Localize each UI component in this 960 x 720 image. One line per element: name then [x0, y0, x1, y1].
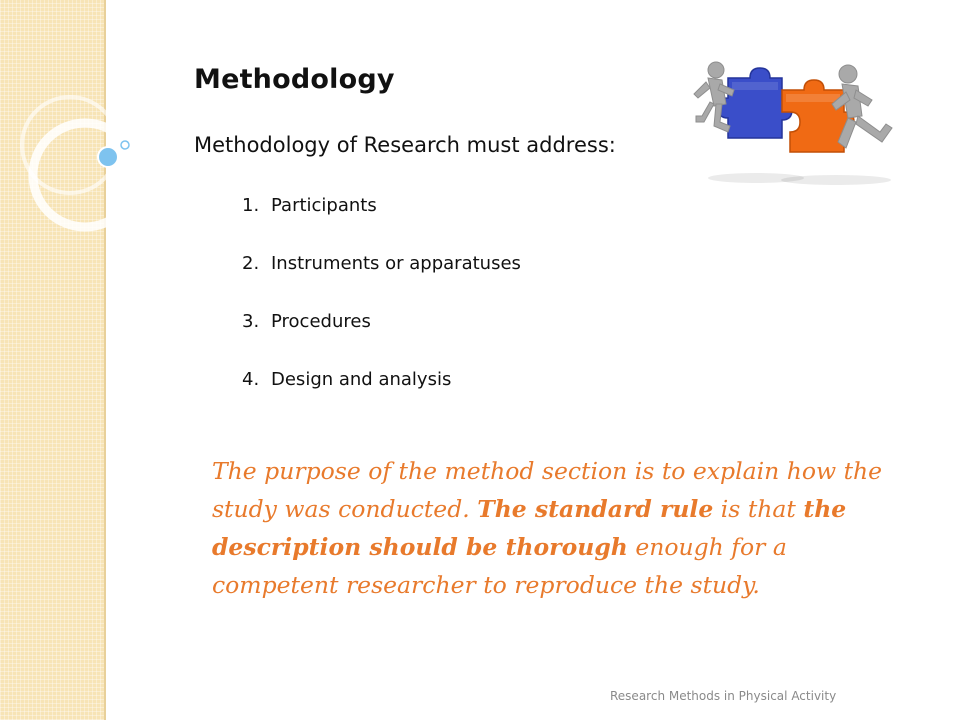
- list-item-number: 2.: [242, 253, 260, 274]
- list-item-text: Procedures: [271, 311, 371, 332]
- list-item: [242, 252, 521, 310]
- list-item-number: 1.: [242, 195, 260, 216]
- list-item: [242, 194, 521, 252]
- list-item: [242, 310, 521, 368]
- decor-ring-large: [33, 123, 137, 227]
- quote-emphasis: the description should be thorough: [212, 495, 847, 561]
- methodology-list: [242, 194, 521, 426]
- slide-subtitle: Methodology of Research must address:: [194, 133, 616, 157]
- shadow-right: [781, 175, 891, 185]
- list-item-number: 4.: [242, 369, 260, 390]
- quote-text: enough for a competent researcher to reproduce the study.: [212, 533, 787, 599]
- right-figure-icon: [832, 65, 892, 148]
- quote-emphasis: The standard rule: [477, 495, 714, 523]
- quote-text: is that: [713, 495, 804, 523]
- puzzle-figures-illustration: [686, 60, 914, 190]
- decor-dot-small: [121, 141, 129, 149]
- method-purpose-quote: [212, 452, 912, 604]
- quote-text: The purpose of the method section is to explain how the study was conducted.: [212, 457, 883, 523]
- list-item-number: 3.: [242, 311, 260, 332]
- decor-dot-blue: [98, 147, 118, 167]
- list-item: [242, 368, 521, 426]
- decor-ring-small: [22, 97, 118, 193]
- list-item-text: Design and analysis: [271, 369, 452, 390]
- slide-title: Methodology: [194, 64, 395, 95]
- decorative-circles: [0, 0, 200, 260]
- footer-text: Research Methods in Physical Activity: [610, 689, 837, 703]
- list-item-text: Participants: [271, 195, 377, 216]
- list-item-text: Instruments or apparatuses: [271, 253, 521, 274]
